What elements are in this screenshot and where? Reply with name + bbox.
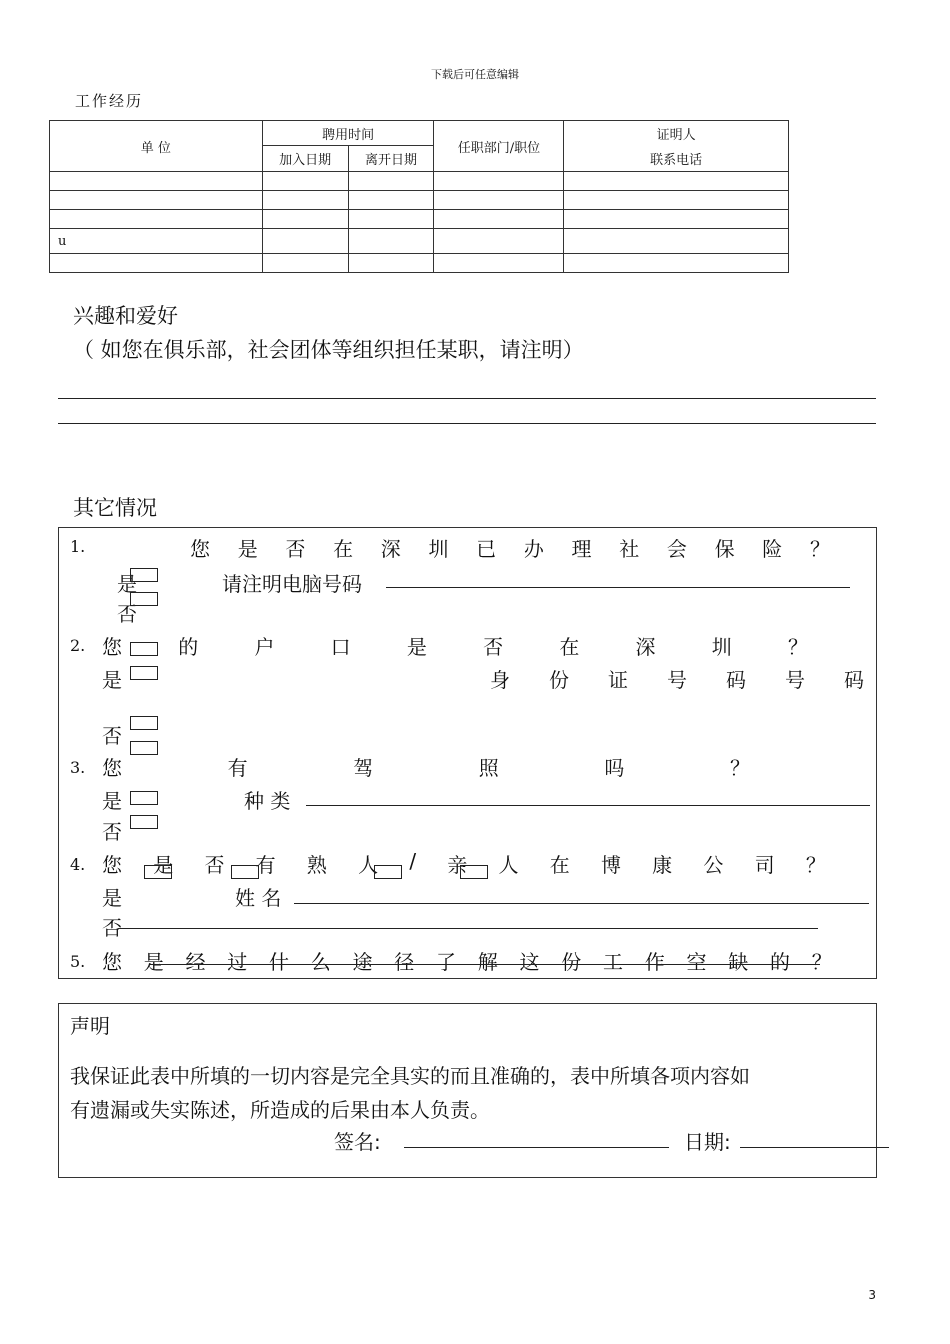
q1-computer-no-line[interactable] xyxy=(386,587,850,588)
table-row xyxy=(50,172,789,191)
header-reference-label: 证明人 xyxy=(656,128,696,143)
cell[interactable] xyxy=(262,254,348,273)
char: 份 xyxy=(549,668,569,692)
char: 号 xyxy=(785,668,805,692)
q1-no-checkbox[interactable] xyxy=(130,592,158,606)
header-join-date: 加入日期 xyxy=(262,146,348,172)
char: 险 xyxy=(762,537,783,561)
q1-number: 1. xyxy=(70,537,86,556)
char: 号 xyxy=(667,668,687,692)
char: 您 xyxy=(102,635,122,659)
q4-name-line[interactable] xyxy=(294,903,869,904)
cell[interactable] xyxy=(262,210,348,229)
char: 您 xyxy=(102,950,122,974)
char: 缺 xyxy=(728,950,749,974)
signature-label: 签名: xyxy=(334,1130,381,1154)
char: 吗 xyxy=(604,756,625,780)
header-leave-date: 离开日期 xyxy=(348,146,434,172)
declaration-box xyxy=(58,1003,877,1178)
date-label: 日期: xyxy=(684,1130,731,1154)
cell[interactable] xyxy=(434,229,564,254)
cell[interactable] xyxy=(434,254,564,273)
q3-yes-checkbox[interactable] xyxy=(130,791,158,805)
work-history-table xyxy=(49,120,789,273)
page-number: 3 xyxy=(868,1288,876,1302)
char: 的 xyxy=(178,635,199,659)
char: 是 xyxy=(153,853,174,877)
char: ？ xyxy=(811,950,832,974)
char: 保 xyxy=(714,537,735,561)
q1-yes-label: 是 xyxy=(117,572,137,596)
char: 在 xyxy=(559,635,580,659)
char: 深 xyxy=(380,537,401,561)
other-title: 其它情况 xyxy=(73,496,157,520)
char: 是 xyxy=(143,950,164,974)
header-dept-position: 任职部门/职位 xyxy=(434,121,564,172)
q3-no-label: 否 xyxy=(102,820,122,844)
char: / xyxy=(409,849,417,873)
char: 的 xyxy=(770,950,790,974)
cell[interactable] xyxy=(564,229,789,254)
hobbies-line-2[interactable] xyxy=(58,423,876,424)
q5-question xyxy=(102,946,832,975)
char: 公 xyxy=(703,853,724,877)
char: 过 xyxy=(227,950,248,974)
cell[interactable] xyxy=(262,191,348,210)
q4-number: 4. xyxy=(70,855,86,874)
q1-computer-no-label: 请注明电脑号码 xyxy=(222,572,362,596)
q4-name-label: 姓 名 xyxy=(235,886,282,910)
char: 有 xyxy=(255,853,276,877)
hobbies-title: 兴趣和爱好 xyxy=(73,304,178,328)
declaration-title: 声明 xyxy=(70,1014,110,1038)
q3-number: 3. xyxy=(70,758,86,777)
char: 这 xyxy=(519,950,540,974)
cell[interactable] xyxy=(564,172,789,191)
cell[interactable] xyxy=(50,254,263,273)
q1-question xyxy=(190,533,830,562)
q2-question xyxy=(102,631,808,660)
char: 途 xyxy=(352,950,373,974)
char: 圳 xyxy=(428,537,449,561)
cell[interactable] xyxy=(564,191,789,210)
cell[interactable] xyxy=(348,210,434,229)
char: 亲 xyxy=(447,853,468,877)
q5-number: 5. xyxy=(70,952,86,971)
q4-relative-checkbox[interactable] xyxy=(460,865,488,879)
cell[interactable] xyxy=(50,172,263,191)
header-phone-label: 联系电话 xyxy=(650,153,703,168)
char: 理 xyxy=(571,537,592,561)
char: 会 xyxy=(666,537,687,561)
cell[interactable] xyxy=(50,191,263,210)
char: 了 xyxy=(436,950,456,974)
q4-yes-label: 是 xyxy=(102,886,122,910)
char: 熟 xyxy=(306,853,327,877)
cell[interactable] xyxy=(348,191,434,210)
char: 有 xyxy=(227,756,248,780)
char: 您 xyxy=(102,756,122,780)
char: 是 xyxy=(406,635,427,659)
char: 经 xyxy=(185,950,206,974)
q5-answer-line[interactable] xyxy=(150,964,820,965)
signature-line[interactable] xyxy=(404,1147,669,1148)
cell[interactable] xyxy=(564,210,789,229)
char: 否 xyxy=(483,635,504,659)
q3-type-line[interactable] xyxy=(306,805,870,806)
cell[interactable] xyxy=(348,254,434,273)
q4-acquaintance-checkbox[interactable] xyxy=(374,865,402,879)
q2-id-number-label xyxy=(490,664,864,693)
cell[interactable] xyxy=(564,254,789,273)
char: ？ xyxy=(809,537,830,561)
char: 人 xyxy=(358,853,379,877)
char: 已 xyxy=(476,537,497,561)
char: 什 xyxy=(269,950,289,974)
char: 社 xyxy=(619,537,640,561)
q4-no-checkbox[interactable] xyxy=(231,865,259,879)
q2-number: 2. xyxy=(70,636,86,655)
declaration-text-line-2: 有遗漏或失实陈述，所造成的后果由本人负责。 xyxy=(70,1098,490,1122)
cell[interactable] xyxy=(434,210,564,229)
declaration-text-line-1: 我保证此表中所填的一切内容是完全具实的而且准确的，表中所填各项内容如 xyxy=(70,1064,750,1088)
char: ？ xyxy=(805,853,826,877)
char: ？ xyxy=(787,635,808,659)
char: 是 xyxy=(237,537,258,561)
q4-extra-line[interactable] xyxy=(118,928,818,929)
char: 博 xyxy=(600,853,621,877)
char: 办 xyxy=(523,537,544,561)
char: 人 xyxy=(498,853,519,877)
q1-yes-checkbox[interactable] xyxy=(130,568,158,582)
q3-no-checkbox[interactable] xyxy=(130,815,158,829)
cell[interactable] xyxy=(348,172,434,191)
char: 司 xyxy=(754,853,775,877)
char: 照 xyxy=(478,756,499,780)
hobbies-line-1[interactable] xyxy=(58,398,876,399)
cell[interactable] xyxy=(262,229,348,254)
char: 径 xyxy=(394,950,415,974)
char: 驾 xyxy=(353,756,374,780)
header-period: 聘用时间 xyxy=(262,121,434,146)
q1-no-label: 否 xyxy=(117,602,137,626)
q3-question xyxy=(102,752,750,781)
q2-no-checkbox[interactable] xyxy=(130,716,158,730)
char: 工 xyxy=(603,950,623,974)
header-reference xyxy=(564,121,789,172)
char: 解 xyxy=(477,950,498,974)
cell[interactable] xyxy=(434,191,564,210)
char: 码 xyxy=(726,668,746,692)
table-row xyxy=(50,254,789,273)
q2-inline-checkbox[interactable] xyxy=(130,642,158,656)
char: 证 xyxy=(608,668,628,692)
char: 圳 xyxy=(711,635,732,659)
char: 份 xyxy=(561,950,582,974)
char: 深 xyxy=(635,635,656,659)
q2-yes-checkbox[interactable] xyxy=(130,666,158,680)
char: 作 xyxy=(644,950,665,974)
hobbies-subtitle: （ 如您在俱乐部，社会团体等组织担任某职，请注明） xyxy=(73,338,584,362)
q2-yes-label: 是 xyxy=(102,668,122,692)
cell[interactable]: u xyxy=(50,229,263,254)
char: 身 xyxy=(490,668,510,692)
char: 空 xyxy=(686,950,707,974)
table-row xyxy=(50,191,789,210)
char: 在 xyxy=(549,853,570,877)
q2-no-label: 否 xyxy=(102,724,122,748)
q4-yes-checkbox[interactable] xyxy=(144,865,172,879)
cell[interactable] xyxy=(348,229,434,254)
cell[interactable] xyxy=(50,210,263,229)
table-row xyxy=(50,229,789,254)
char: ？ xyxy=(729,756,750,780)
table-row xyxy=(50,210,789,229)
char: 口 xyxy=(330,635,351,659)
char: 否 xyxy=(285,537,306,561)
char: 您 xyxy=(102,853,122,877)
header-unit: 单 位 xyxy=(50,121,263,172)
cell[interactable] xyxy=(262,172,348,191)
q3-type-label: 种 类 xyxy=(244,789,291,813)
char: 您 xyxy=(190,537,210,561)
char: 么 xyxy=(310,950,331,974)
date-line[interactable] xyxy=(740,1147,889,1148)
char: 码 xyxy=(844,668,864,692)
work-history-title: 工作经历 xyxy=(75,92,144,110)
q4-no-label: 否 xyxy=(102,916,122,940)
char: 康 xyxy=(652,853,673,877)
q3-yes-label: 是 xyxy=(102,789,122,813)
header-note: 下载后可任意编辑 xyxy=(431,68,519,81)
char: 户 xyxy=(254,635,275,659)
char: 在 xyxy=(333,537,354,561)
cell[interactable] xyxy=(434,172,564,191)
char: 否 xyxy=(204,853,225,877)
